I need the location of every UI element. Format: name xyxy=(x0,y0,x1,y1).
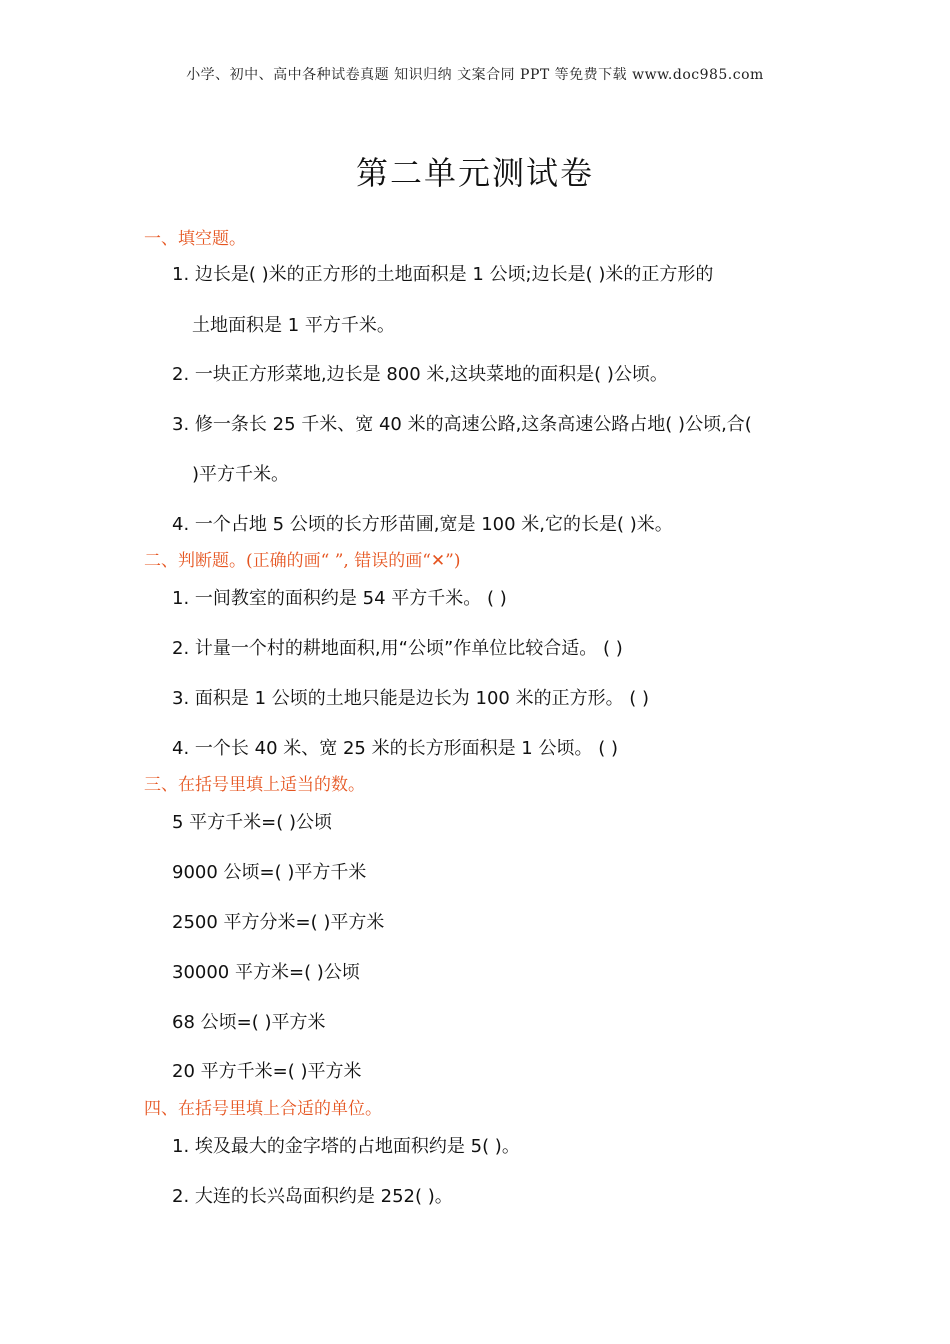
section-3-heading: 三、在括号里填上适当的数。 xyxy=(144,775,365,795)
question-3-3: 2500 平方分米=( )平方米 xyxy=(172,912,385,933)
section-2-heading-end: ”) xyxy=(445,551,461,571)
page-title: 第二单元测试卷 xyxy=(355,154,594,192)
question-3-6: 20 平方千米=( )平方米 xyxy=(172,1061,362,1082)
site-header: 小学、初中、高中各种试卷真题 知识归纳 文案合同 PPT 等免费下载 www.doc985.com xyxy=(186,67,764,83)
question-1-1: 1. 边长是( )米的正方形的土地面积是 1 公顷;边长是( )米的正方形的 xyxy=(172,264,714,285)
question-2-2: 2. 计量一个村的耕地面积,用“公顷”作单位比较合适。 ( ) xyxy=(172,638,623,659)
question-4-1: 1. 埃及最大的金字塔的占地面积约是 5( )。 xyxy=(172,1136,520,1157)
cross-mark-icon: ✕ xyxy=(430,551,446,571)
question-1-3: 3. 修一条长 25 千米、宽 40 米的高速公路,这条高速公路占地( )公顷,合( xyxy=(172,414,752,435)
question-1-2: 2. 一块正方形菜地,边长是 800 米,这块菜地的面积是( )公顷。 xyxy=(172,364,668,385)
question-2-3: 3. 面积是 1 公顷的土地只能是边长为 100 米的正方形。 ( ) xyxy=(172,688,650,709)
question-3-2: 9000 公顷=( )平方千米 xyxy=(172,862,367,883)
question-1-1-cont: 土地面积是 1 平方千米。 xyxy=(192,315,395,336)
section-4-heading: 四、在括号里填上合适的单位。 xyxy=(144,1099,382,1119)
section-2-heading-text: 二、判断题。(正确的画“ ”, 错误的画“ xyxy=(144,551,431,571)
question-1-3-cont: )平方千米。 xyxy=(192,464,290,485)
section-1-heading: 一、填空题。 xyxy=(144,229,246,249)
question-3-4: 30000 平方米=( )公顷 xyxy=(172,962,360,983)
question-3-1: 5 平方千米=( )公顷 xyxy=(172,812,333,833)
question-4-2: 2. 大连的长兴岛面积约是 252( )。 xyxy=(172,1186,453,1207)
question-1-4: 4. 一个占地 5 公顷的长方形苗圃,宽是 100 米,它的长是( )米。 xyxy=(172,514,673,535)
question-2-4: 4. 一个长 40 米、宽 25 米的长方形面积是 1 公顷。 ( ) xyxy=(172,738,618,759)
section-2-heading xyxy=(144,546,461,571)
question-2-1: 1. 一间教室的面积约是 54 平方千米。 ( ) xyxy=(172,588,507,609)
question-3-5: 68 公顷=( )平方米 xyxy=(172,1012,326,1033)
